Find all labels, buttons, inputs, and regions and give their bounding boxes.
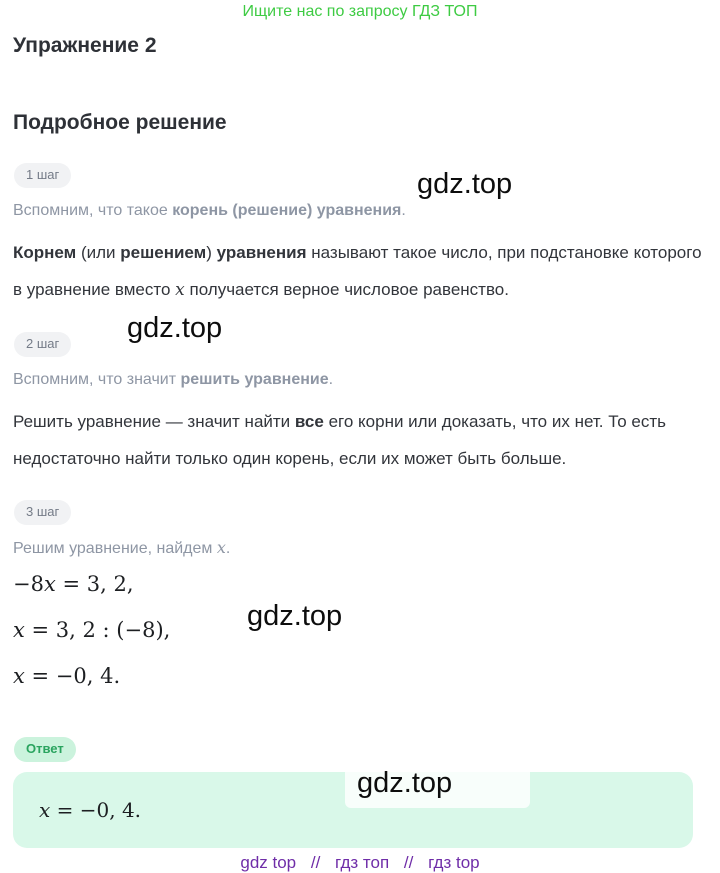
equation-line-2: x = 3, 2 : (−8), [13, 618, 171, 642]
solution-equations [13, 571, 720, 689]
answer-box [13, 772, 693, 848]
step-3-intro: Решим уравнение, найдем x. [13, 538, 231, 557]
equation-line-1: −8x = 3, 2, [13, 572, 134, 596]
step-1-body: Корнем (или решением) уравнения называют такое число, при подстановке которого в уравнение вместо x получается верное числовое равенство. [13, 243, 702, 300]
equation-line-3: x = −0, 4. [13, 664, 121, 688]
section-title: Подробное решение [13, 111, 227, 134]
watermark: gdz.top [127, 312, 223, 344]
footer-link-gdz-top-cyrillic[interactable]: гдз топ [335, 853, 390, 872]
step-1-intro: Вспомним, что такое корень (решение) уравнения. [13, 202, 406, 219]
step-2-body: Решить уравнение — значит найти все его корни или доказать, что их нет. То есть недостаточно найти только один корень, если их может быть больше. [13, 412, 667, 468]
footer-separator: // [403, 853, 414, 872]
footer-links [0, 853, 720, 873]
page-title: Упражнение 2 [13, 34, 157, 57]
answer-equation: x = −0, 4. [39, 798, 142, 822]
watermark: gdz.top [247, 600, 343, 632]
answer-badge: Ответ [14, 737, 76, 762]
step-2-intro: Вспомним, что значит решить уравнение. [13, 371, 334, 388]
step-2-badge: 2 шаг [14, 332, 71, 357]
watermark: gdz.top [345, 759, 530, 808]
step-3-badge: 3 шаг [14, 500, 71, 525]
footer-separator: // [310, 853, 321, 872]
step-1-badge: 1 шаг [14, 163, 71, 188]
promo-banner: Ищите нас по запросу ГДЗ ТОП [242, 3, 478, 20]
footer-link-gdz-top[interactable]: gdz top [240, 853, 297, 872]
watermark: gdz.top [417, 168, 513, 200]
footer-link-gdz-top-mixed[interactable]: гдз top [428, 853, 480, 872]
